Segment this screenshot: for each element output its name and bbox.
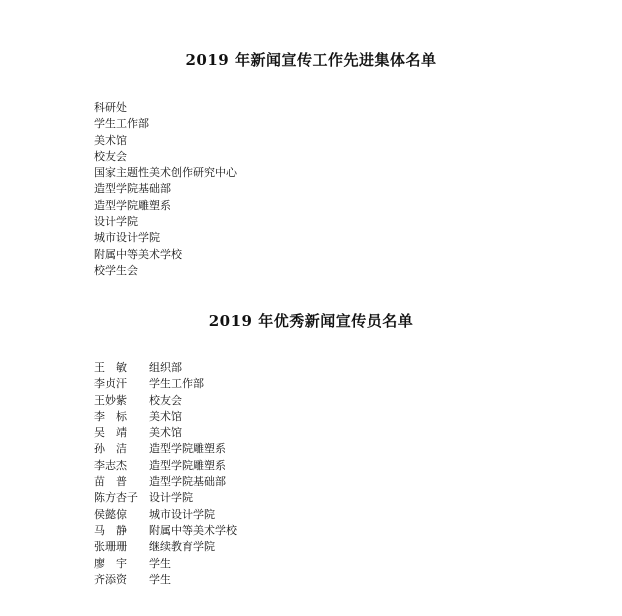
person-dept: 造型学院雕塑系 [149,442,226,456]
list-item: 科研处 [94,101,127,114]
person-name: 廖 宇 [94,556,127,570]
list-item: 校友会 [94,149,127,163]
person-name: 王 敏 [94,361,127,374]
person-dept: 继续教育学院 [149,540,215,554]
person-dept: 学生 [149,572,171,586]
person-row [94,409,237,425]
person-name: 吴 靖 [94,426,127,440]
collectives-list [94,100,237,279]
person-dept: 学生 [149,556,171,570]
person-row [94,360,237,376]
list-item: 国家主题性美术创作研究中心 [94,166,237,180]
person-name: 齐添资 [94,572,127,586]
person-row [94,474,237,490]
list-item: 城市设计学院 [94,231,160,245]
person-name: 李贞汗 [94,377,127,391]
person-name: 马 静 [94,523,127,537]
list-item: 学生工作部 [94,117,149,131]
list-item: 校学生会 [94,263,138,277]
person-row [94,523,237,539]
person-name: 李志杰 [94,458,127,472]
list-item: 美术馆 [94,133,127,147]
list-item: 造型学院雕塑系 [94,198,171,212]
person-name: 李 标 [94,409,127,423]
person-name: 王妙紫 [94,393,127,407]
person-row [94,425,237,441]
person-dept: 附属中等美术学校 [149,523,237,537]
person-row [94,376,237,392]
person-name: 孙 洁 [94,442,127,456]
person-dept: 造型学院雕塑系 [149,458,226,472]
person-name: 陈方杏子 [94,491,138,505]
person-name: 张珊珊 [94,540,127,554]
person-dept: 美术馆 [149,409,182,423]
person-dept: 组织部 [149,361,182,374]
list-item: 设计学院 [94,215,138,229]
person-dept: 设计学院 [149,491,193,505]
person-row [94,539,237,555]
person-row [94,556,237,572]
person-row [94,458,237,474]
person-dept: 美术馆 [149,426,182,440]
person-dept: 校友会 [149,393,182,407]
person-row [94,441,237,457]
person-dept: 学生工作部 [149,377,204,391]
list-item: 附属中等美术学校 [94,247,182,261]
person-name: 苗 普 [94,475,127,489]
collectives-heading: 2019 年新闻宣传工作先进集体名单 [185,51,437,70]
person-dept: 城市设计学院 [149,507,215,521]
person-row [94,507,237,523]
list-item: 造型学院基础部 [94,182,171,196]
individuals-heading: 2019 年优秀新闻宣传员名单 [208,312,414,331]
person-row [94,490,237,506]
person-row [94,393,237,409]
individuals-list [94,360,237,588]
person-row [94,572,237,588]
person-name: 侯懿倞 [94,507,127,521]
person-dept: 造型学院基础部 [149,475,226,489]
